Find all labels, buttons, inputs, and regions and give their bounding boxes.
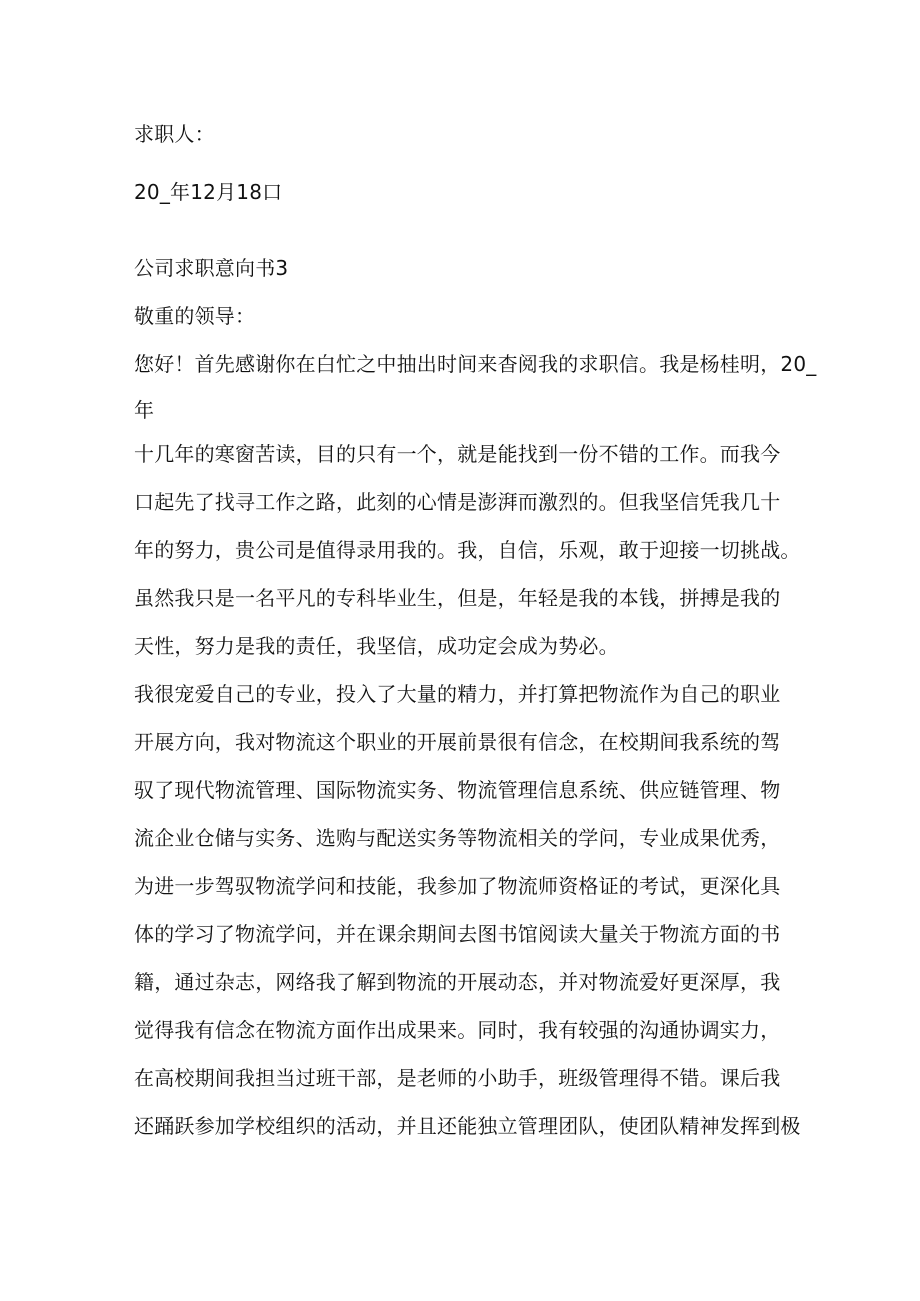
body-line: 籍，通过杂志，网络我了解到物流的开展动态，并对物流爱好更深厚，我 [134, 970, 781, 994]
body-line: 开展方向，我对物流这个职业的开展前景很有信念，在校期间我系统的驾 [134, 730, 781, 754]
body-line: 口起先了找寻工作之路，此刻的心情是澎湃而激烈的。但我坚信凭我几十 [134, 490, 781, 514]
body-line: 觉得我有信念在物流方面作出成果来。同时，我有较强的沟通协调实力， [134, 1018, 781, 1042]
body-line: 在高校期间我担当过班干部，是老师的小助手，班级管理得不错。课后我 [134, 1066, 781, 1090]
body-line: 为进一步驾驭物流学问和技能，我参加了物流师资格证的考试，更深化具 [134, 874, 781, 898]
body-line: 流企业仓储与实务、选购与配送实务等物流相关的学问，专业成果优秀， [134, 826, 781, 850]
letter-date: 20_年12月18口 [134, 180, 283, 204]
body-line: 驭了现代物流管理、国际物流实务、物流管理信息系统、供应链管理、物 [134, 778, 781, 802]
body-line: 年的努力，贵公司是值得录用我的。我，自信，乐观，敢于迎接一切挑战。 [134, 538, 801, 562]
body-line: 虽然我只是一名平凡的专科毕业生，但是，年轻是我的本钱，拼搏是我的 [134, 586, 781, 610]
salutation: 敬重的领导： [134, 304, 256, 328]
body-line: 天性，努力是我的责任，我坚信，成功定会成为势必。 [134, 634, 619, 658]
body-line: 还踊跃参加学校组织的活动，并且还能独立管理团队，使团队精神发挥到极 [134, 1114, 801, 1138]
letter-title: 公司求职意向书3 [134, 256, 289, 280]
body-line: 体的学习了物流学问，并在课余期间去图书馆阅读大量关于物流方面的书 [134, 922, 781, 946]
body-line: 年 [134, 398, 155, 422]
body-line: 我很宠爱自己的专业，投入了大量的精力，并打算把物流作为自己的职业 [134, 682, 781, 706]
signature-label: 求职人： [134, 122, 215, 146]
body-line: 您好！首先感谢你在白忙之中抽出时间来杳阅我的求职信。我是杨桂明，20_ [134, 352, 817, 376]
body-line: 十几年的寒窗苦读，目的只有一个，就是能找到一份不错的工作。而我今 [134, 442, 781, 466]
